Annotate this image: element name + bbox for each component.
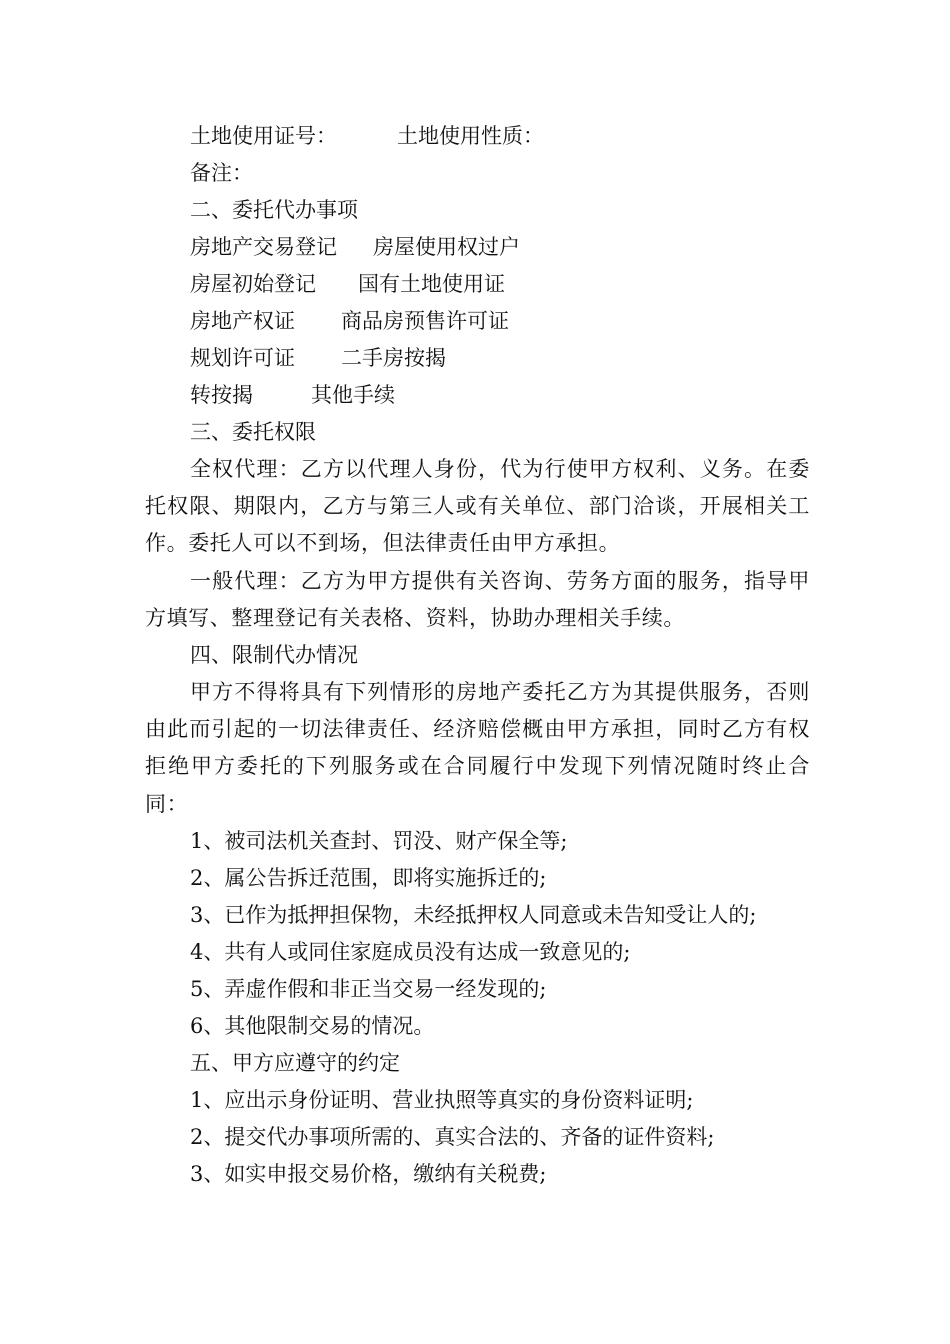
- restriction-item: 1、被司法机关查封、罚没、财产保全等;: [190, 828, 568, 853]
- land-info-row: [145, 118, 810, 155]
- item-remortgage: 转按揭: [190, 383, 253, 407]
- section4-heading: 四、限制代办情况: [190, 643, 358, 668]
- item-presale-permit: 商品房预售许可证: [341, 309, 509, 333]
- restriction-item: 2、属公告拆迁范围，即将实施拆迁的;: [190, 865, 547, 890]
- restriction-item: 4、共有人或同住家庭成员没有达成一致意见的;: [190, 939, 631, 964]
- item-initial-registration: 房屋初始登记: [190, 272, 316, 296]
- item-property-cert: 房地产权证: [190, 309, 295, 333]
- restriction-intro-paragraph: 甲方不得将具有下列情形的房地产委托乙方为其提供服务，否则由此而引起的一切法律责任、经济赔偿概由甲方承担，同时乙方有权拒绝甲方委托的下列服务或在合同履行中发现下列情况随时终止合同：: [145, 680, 810, 816]
- item-estate-registration: 房地产交易登记: [190, 235, 337, 259]
- restriction-item: 6、其他限制交易的情况。: [190, 1013, 435, 1038]
- general-agency-paragraph: 一般代理：乙方为甲方提供有关咨询、劳务方面的服务，指导甲方填写、整理登记有关表格、资料，协助办理相关手续。: [145, 568, 810, 630]
- section2-heading: 二、委托代办事项: [190, 198, 358, 222]
- land-nature-label: 土地使用性质：: [397, 124, 544, 148]
- document-body: [145, 118, 810, 1193]
- section5-heading: 五、甲方应遵守的约定: [190, 1050, 400, 1075]
- restriction-item: 5、弄虚作假和非正当交易一经发现的;: [190, 976, 547, 1001]
- section2-item-row: [145, 229, 810, 266]
- item-secondhand-mortgage: 二手房按揭: [341, 346, 446, 370]
- item-planning-permit: 规划许可证: [190, 346, 295, 370]
- section2-item-row: [145, 377, 810, 414]
- obligation-item: 1、应出示身份证明、营业执照等真实的身份资料证明;: [190, 1087, 694, 1112]
- section2-item-row: [145, 303, 810, 340]
- item-other-procedures: 其他手续: [311, 383, 395, 407]
- obligation-item: 2、提交代办事项所需的、真实合法的、齐备的证件资料;: [190, 1124, 715, 1149]
- remark-label: 备注：: [190, 161, 253, 185]
- section2-item-row: [145, 340, 810, 377]
- land-cert-label: 土地使用证号：: [190, 124, 337, 148]
- full-agency-paragraph: 全权代理：乙方以代理人身份，代为行使甲方权利、义务。在委托权限、期限内，乙方与第三人或有关单位、部门洽谈，开展相关工作。委托人可以不到场，但法律责任由甲方承担。: [145, 457, 810, 556]
- remark-row: [145, 155, 810, 192]
- section3-heading: 三、委托权限: [190, 420, 316, 444]
- item-land-cert: 国有土地使用证: [358, 272, 505, 296]
- section2-item-row: [145, 266, 810, 303]
- restriction-item: 3、已作为抵押担保物，未经抵押权人同意或未告知受让人的;: [190, 902, 757, 927]
- obligation-item: 3、如实申报交易价格，缴纳有关税费;: [190, 1161, 547, 1186]
- item-house-transfer: 房屋使用权过户: [373, 235, 520, 259]
